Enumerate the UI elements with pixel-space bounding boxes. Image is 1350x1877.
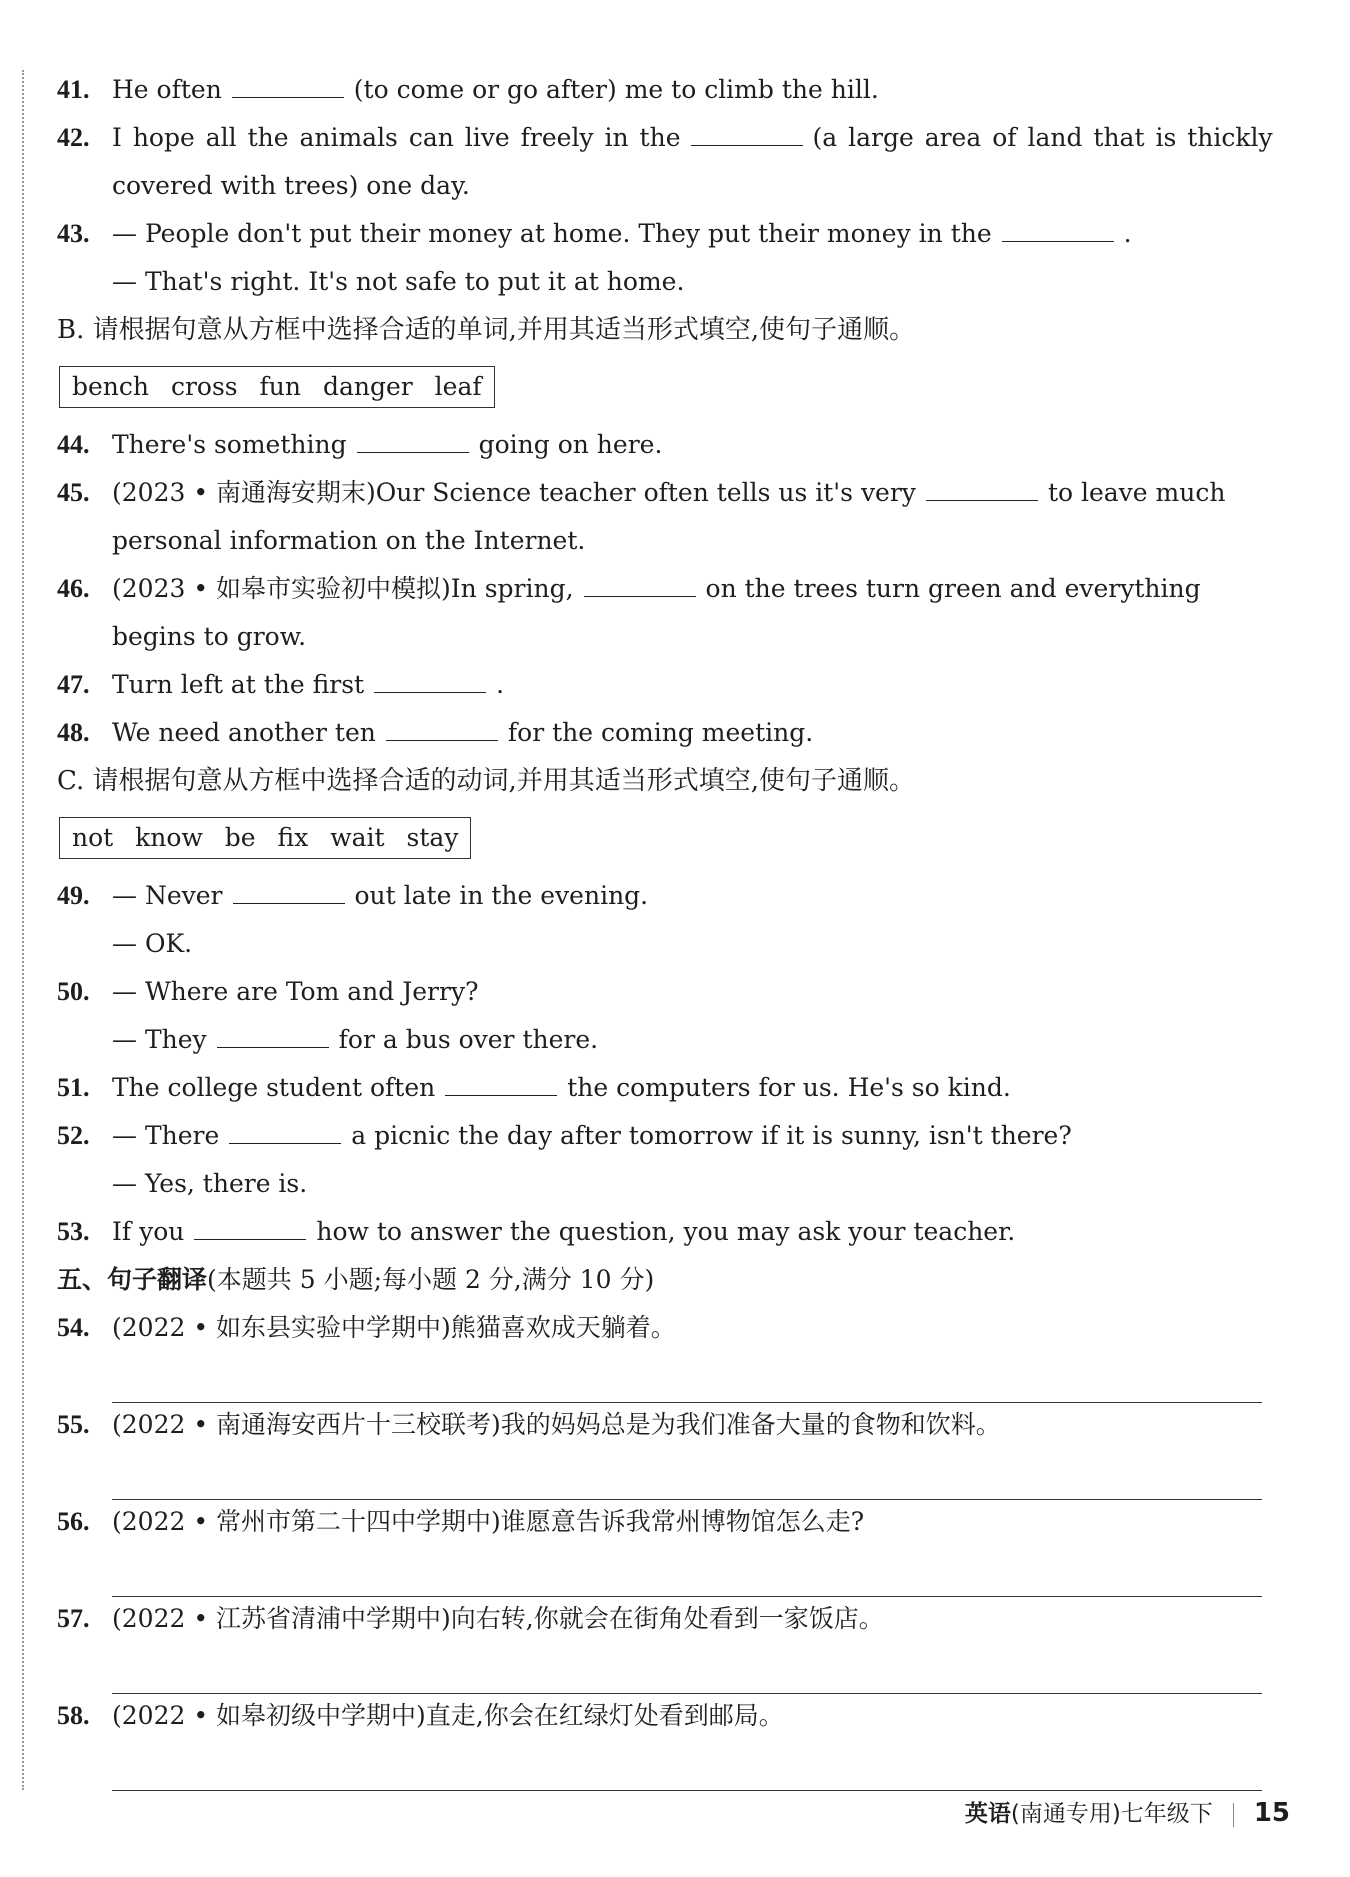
footer-divider bbox=[1233, 1803, 1234, 1827]
question-number: 53. bbox=[57, 1217, 90, 1246]
question-text-end: how to answer the question, you may ask your teacher. bbox=[316, 1217, 1016, 1246]
question-number: 50. bbox=[57, 977, 90, 1006]
question-number: 43. bbox=[57, 219, 90, 248]
answer-blank[interactable] bbox=[357, 432, 469, 453]
answer-blank[interactable] bbox=[386, 720, 498, 741]
answer-blank[interactable] bbox=[1002, 221, 1114, 242]
answer-blank[interactable] bbox=[233, 883, 345, 904]
question-text: (2022 • 如东县实验中学期中)熊猫喜欢成天躺着。 bbox=[112, 1313, 676, 1342]
dialogue-line: — OK. bbox=[112, 929, 193, 958]
question-text-end: the computers for us. He's so kind. bbox=[567, 1073, 1011, 1102]
question-text: He often bbox=[112, 75, 222, 104]
answer-blank[interactable] bbox=[926, 480, 1038, 501]
question-text-end: to leave much bbox=[1047, 478, 1226, 507]
answer-line[interactable] bbox=[112, 1790, 1262, 1791]
answer-blank[interactable] bbox=[691, 125, 803, 146]
question-text: (2022 • 常州市第二十四中学期中)谁愿意告诉我常州博物馆怎么走? bbox=[112, 1507, 865, 1536]
page-footer bbox=[965, 1795, 1290, 1828]
section-title: 五、句子翻译 bbox=[57, 1265, 208, 1294]
question-text: (2023 • 南通海安期末)Our Science teacher often tells us it's very bbox=[112, 478, 916, 507]
word-bank-c: not know be fix wait stay bbox=[59, 817, 471, 859]
question-number: 48. bbox=[57, 718, 90, 747]
punctuation: . bbox=[496, 670, 505, 699]
answer-blank[interactable] bbox=[229, 1123, 341, 1144]
question-number: 49. bbox=[57, 881, 90, 910]
question-hint: (to come or go after) me to climb the hill. bbox=[353, 75, 879, 104]
punctuation: . bbox=[1123, 219, 1132, 248]
question-number: 42. bbox=[57, 123, 90, 152]
word-bank-b: bench cross fun danger leaf bbox=[59, 366, 495, 408]
binding-margin-line bbox=[22, 70, 24, 1790]
question-text: — People don't put their money at home. They put their money in the bbox=[112, 219, 992, 248]
question-text: — Never bbox=[112, 881, 223, 910]
question-number: 41. bbox=[57, 75, 90, 104]
answer-blank[interactable] bbox=[217, 1027, 329, 1048]
question-number: 51. bbox=[57, 1073, 90, 1102]
question-number: 58. bbox=[57, 1701, 90, 1730]
section-title: C. 请根据句意从方框中选择合适的动词,并用其适当形式填空,使句子通顺。 bbox=[57, 766, 916, 796]
section-title: B. 请根据句意从方框中选择合适的单词,并用其适当形式填空,使句子通顺。 bbox=[57, 315, 916, 345]
answer-blank[interactable] bbox=[445, 1075, 557, 1096]
question-number: 57. bbox=[57, 1604, 90, 1633]
question-number: 55. bbox=[57, 1410, 90, 1439]
question-number: 52. bbox=[57, 1121, 90, 1150]
answer-line[interactable] bbox=[112, 1693, 1262, 1694]
dialogue-line: — That's right. It's not safe to put it at home. bbox=[112, 267, 685, 296]
question-text: The college student often bbox=[112, 1073, 436, 1102]
answer-blank[interactable] bbox=[374, 672, 486, 693]
question-hint: (a large area of land that is thickly bbox=[812, 123, 1273, 152]
dialogue-line: — Where are Tom and Jerry? bbox=[112, 977, 479, 1006]
question-text: (2023 • 如皋市实验初中模拟)In spring, bbox=[112, 574, 574, 603]
question-text: We need another ten bbox=[112, 718, 376, 747]
answer-blank[interactable] bbox=[194, 1219, 306, 1240]
question-text: — There bbox=[112, 1121, 220, 1150]
question-text-end: going on here. bbox=[478, 430, 663, 459]
question-text: (2022 • 南通海安西片十三校联考)我的妈妈总是为我们准备大量的食物和饮料。 bbox=[112, 1410, 1001, 1439]
answer-blank[interactable] bbox=[232, 77, 344, 98]
question-text-cont: begins to grow. bbox=[112, 622, 307, 651]
question-text-end: a picnic the day after tomorrow if it is sunny, isn't there? bbox=[351, 1121, 1072, 1150]
question-text-end: for the coming meeting. bbox=[507, 718, 814, 747]
question-text-end: for a bus over there. bbox=[338, 1025, 599, 1054]
question-text: — They bbox=[112, 1025, 207, 1054]
question-number: 46. bbox=[57, 574, 90, 603]
question-text-cont: covered with trees) one day. bbox=[112, 171, 470, 200]
question-text-end: out late in the evening. bbox=[354, 881, 649, 910]
dialogue-line: — Yes, there is. bbox=[112, 1169, 308, 1198]
question-text: If you bbox=[112, 1217, 185, 1246]
question-text: (2022 • 江苏省清浦中学期中)向右转,你就会在街角处看到一家饭店。 bbox=[112, 1604, 884, 1633]
answer-line[interactable] bbox=[112, 1596, 1262, 1597]
footer-subject: 英语 bbox=[964, 1801, 1011, 1827]
question-number: 54. bbox=[57, 1313, 90, 1342]
answer-line[interactable] bbox=[112, 1402, 1262, 1403]
question-number: 47. bbox=[57, 670, 90, 699]
question-number: 45. bbox=[57, 478, 90, 507]
question-text: (2022 • 如皋初级中学期中)直走,你会在红绿灯处看到邮局。 bbox=[112, 1701, 784, 1730]
footer-edition: (南通专用)七年级下 bbox=[1010, 1801, 1213, 1827]
answer-line[interactable] bbox=[112, 1499, 1262, 1500]
question-text-cont: personal information on the Internet. bbox=[112, 526, 586, 555]
question-text: Turn left at the first bbox=[112, 670, 365, 699]
question-number: 44. bbox=[57, 430, 90, 459]
question-text: There's something bbox=[112, 430, 347, 459]
page-number: 15 bbox=[1253, 1798, 1290, 1828]
question-text-end: on the trees turn green and everything bbox=[705, 574, 1201, 603]
question-number: 56. bbox=[57, 1507, 90, 1536]
question-text: I hope all the animals can live freely in the bbox=[112, 123, 681, 152]
answer-blank[interactable] bbox=[584, 576, 696, 597]
section-note: (本题共 5 小题;每小题 2 分,满分 10 分) bbox=[207, 1265, 655, 1294]
